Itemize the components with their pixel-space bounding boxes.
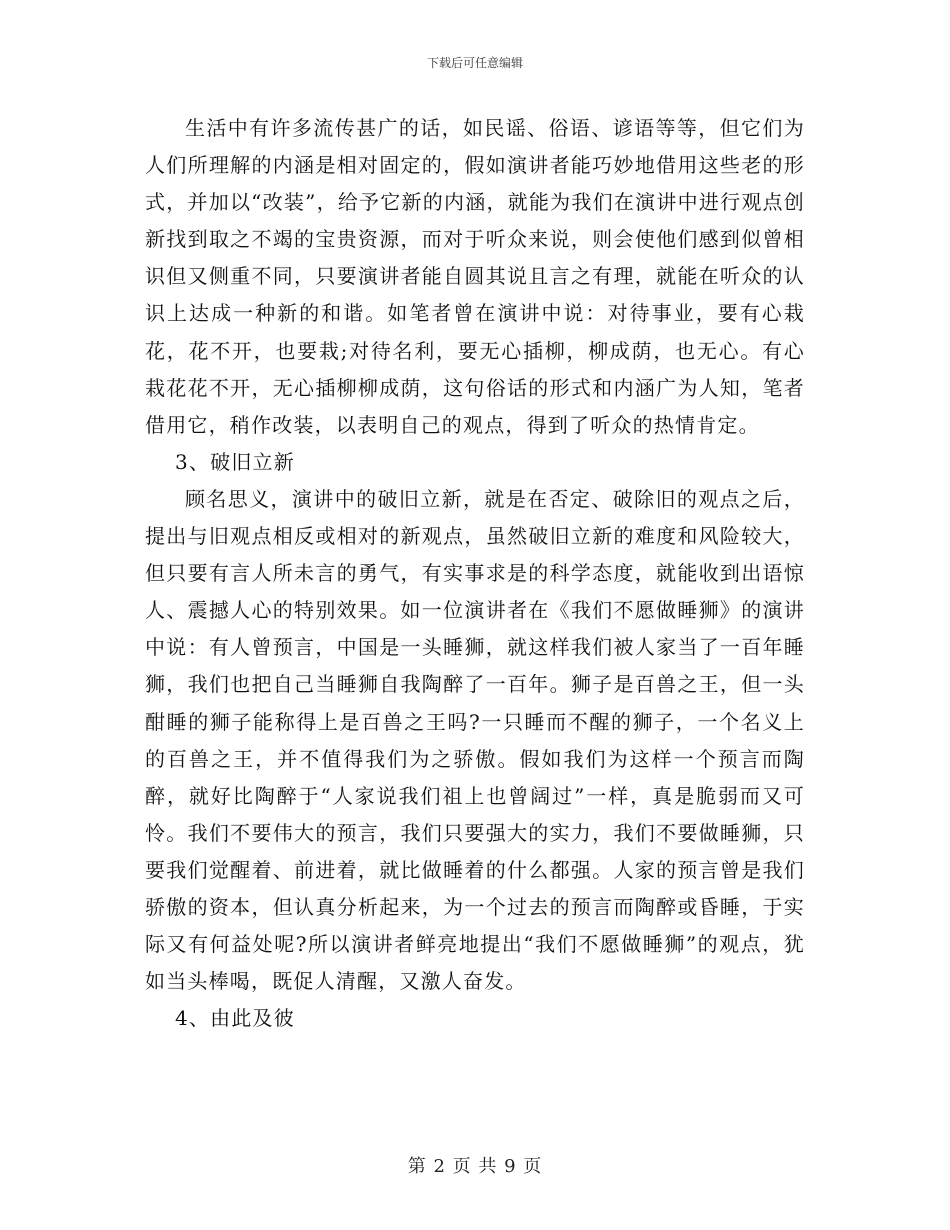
page-header-note: 下载后可任意编辑 bbox=[426, 56, 523, 70]
paragraph-borrowing-sayings: 生活中有许多流传甚广的话，如民谣、俗语、谚语等等，但它们为人们所理解的内涵是相对固定的，假如演讲者能巧妙地借用这些老的形式，并加以“改装”，给予它新的内涵，就能为我们在演讲中进行观点创新找到取之不竭的宝贵资源，而对于听众来说，则会使他们感到似曾相识但又侧重不同，只要演讲者能自圆其说且言之有理，就能在听众的认识上达成一种新的和谐。如笔者曾在演讲中说：对待事业，要有心栽花，花不开，也要栽;对待名利，要无心插柳，柳成荫，也无心。有心栽花花不开，无心插柳柳成荫，这句俗话的形式和内涵广为人知，笔者借用它，稍作改装，以表明自己的观点，得到了听众的热情肯定。 bbox=[145, 116, 805, 437]
section-heading-3: 3、破旧立新 bbox=[175, 449, 295, 474]
page-number: 第 2 页 共 9 页 bbox=[407, 1156, 543, 1177]
section-heading-4: 4、由此及彼 bbox=[175, 1006, 295, 1031]
paragraph-break-old-build-new: 顾名思义，演讲中的破旧立新，就是在否定、破除旧的观点之后，提出与旧观点相反或相对的新观点，虽然破旧立新的难度和风险较大，但只要有言人所未言的勇气，有实事求是的科学态度，就能收到出语惊人、震撼人心的特别效果。如一位演讲者在《我们不愿做睡狮》的演讲中说：有人曾预言，中国是一头睡狮，就这样我们被人家当了一百年睡狮，我们也把自己当睡狮自我陶醉了一百年。狮子是百兽之王，但一头酣睡的狮子能称得上是百兽之王吗?一只睡而不醒的狮子，一个名义上的百兽之王，并不值得我们为之骄傲。假如我们为这样一个预言而陶醉，就好比陶醉于“人家说我们祖上也曾阔过”一样，真是脆弱而又可怜。我们不要伟大的预言，我们只要强大的实力，我们不要做睡狮，只要我们觉醒着、前进着，就比做睡着的什么都强。人家的预言曾是我们骄傲的资本，但认真分析起来，为一个过去的预言而陶醉或昏睡，于实际又有何益处呢?所以演讲者鲜亮地提出“我们不愿做睡狮”的观点，犹如当头棒喝，既促人清醒，又激人奋发。 bbox=[145, 486, 805, 994]
document-body bbox=[145, 110, 805, 1037]
